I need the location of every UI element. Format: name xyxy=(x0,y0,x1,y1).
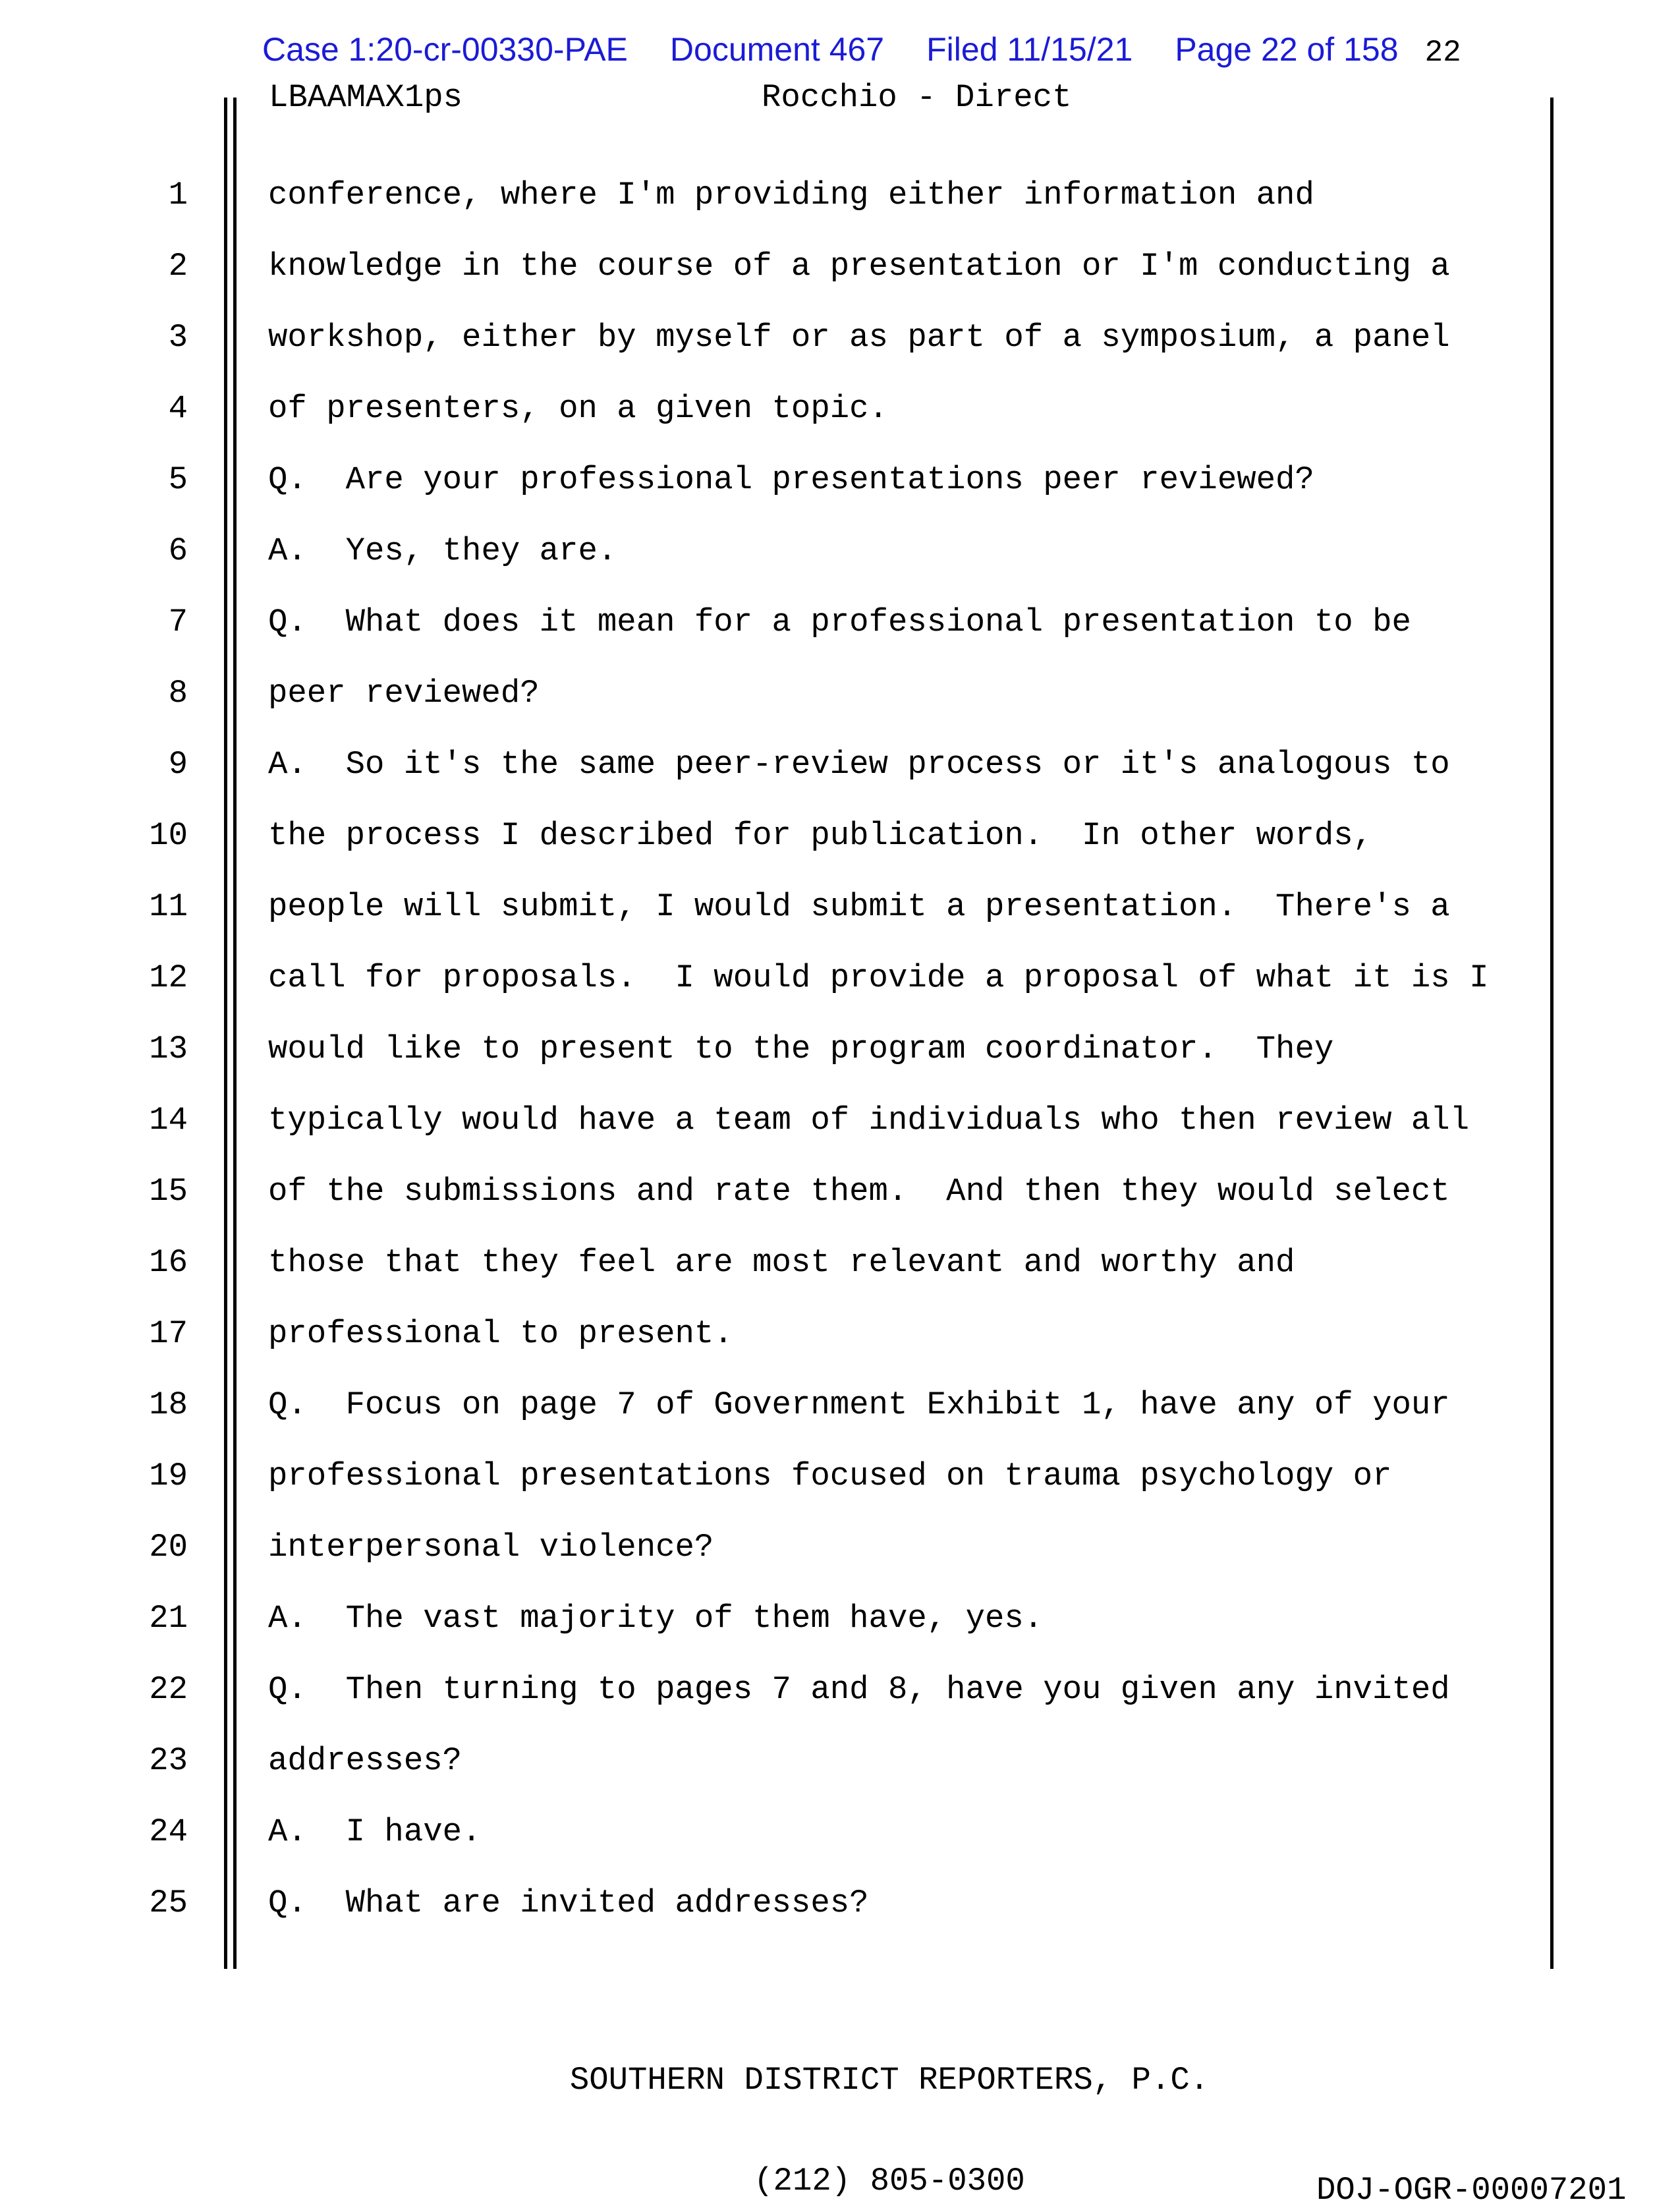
line-text: people will submit, I would submit a presentation. There's a xyxy=(268,888,1450,925)
transcript-line xyxy=(0,1173,1680,1247)
line-number: 1 xyxy=(168,177,188,213)
transcript-line xyxy=(0,888,1680,962)
line-text: peer reviewed? xyxy=(268,675,540,712)
transcript-line xyxy=(0,1033,1680,1104)
transcript-line xyxy=(0,1386,1680,1460)
transcript-line xyxy=(0,1671,1680,1745)
line-text: Q. Then turning to pages 7 and 8, have you given any invited xyxy=(268,1671,1450,1708)
line-text: of the submissions and rate them. And then they would select xyxy=(268,1173,1450,1210)
transcript-line xyxy=(0,1602,1680,1674)
transcript-line xyxy=(0,817,1680,891)
line-number: 19 xyxy=(149,1458,188,1494)
transcript-line xyxy=(0,1887,1680,1958)
line-number: 3 xyxy=(168,319,188,356)
transcript-line xyxy=(0,677,1680,749)
line-number: 23 xyxy=(149,1742,188,1779)
line-number: 25 xyxy=(149,1885,188,1921)
line-number: 9 xyxy=(168,746,188,783)
line-text: call for proposals. I would provide a proposal of what it is I xyxy=(268,959,1489,996)
line-number: 7 xyxy=(168,604,188,640)
line-text: professional presentations focused on trauma psychology or xyxy=(268,1458,1392,1494)
line-number: 12 xyxy=(149,959,188,996)
document-number: Document 467 xyxy=(669,31,885,68)
line-number: 14 xyxy=(149,1102,188,1139)
line-text: the process I described for publication. In other words, xyxy=(268,817,1373,854)
line-text: professional to present. xyxy=(268,1315,733,1352)
line-text: knowledge in the course of a presentation or I'm conducting a xyxy=(268,248,1450,285)
line-number: 22 xyxy=(149,1671,188,1708)
line-text: of presenters, on a given topic. xyxy=(268,390,888,427)
line-text: workshop, either by myself or as part of a symposium, a panel xyxy=(268,319,1450,356)
line-number: 15 xyxy=(149,1173,188,1210)
transcript-body xyxy=(0,179,1680,1958)
transcript-line xyxy=(0,179,1680,250)
line-number: 18 xyxy=(149,1386,188,1423)
transcript-line xyxy=(0,532,1680,606)
line-text: A. I have. xyxy=(268,1813,482,1850)
transcript-line xyxy=(0,606,1680,677)
line-text: A. So it's the same peer-review process or it's analogous to xyxy=(268,746,1450,783)
transcript-line xyxy=(0,1104,1680,1176)
line-number: 8 xyxy=(168,675,188,712)
transcript-line xyxy=(0,746,1680,820)
line-text: Q. Are your professional presentations peer reviewed? xyxy=(268,461,1314,498)
line-text: Q. What does it mean for a professional presentation to be xyxy=(268,604,1411,640)
transcript-line xyxy=(0,390,1680,464)
line-text: Q. Focus on page 7 of Government Exhibit 1, have any of your xyxy=(268,1386,1450,1423)
examination-title: Rocchio - Direct xyxy=(762,79,1072,116)
case-header-stamp xyxy=(262,33,1461,68)
line-number: 11 xyxy=(149,888,188,925)
transcript-line xyxy=(0,959,1680,1033)
line-text: conference, where I'm providing either information and xyxy=(268,177,1314,213)
case-number: Case 1:20-cr-00330-PAE xyxy=(262,31,628,68)
transcript-line xyxy=(0,1813,1680,1887)
line-number: 16 xyxy=(149,1244,188,1281)
transcript-line xyxy=(0,1460,1680,1531)
line-text: Q. What are invited addresses? xyxy=(268,1885,869,1921)
line-text: addresses? xyxy=(268,1742,462,1779)
line-number: 4 xyxy=(168,390,188,427)
transcript-line xyxy=(0,461,1680,535)
line-text: interpersonal violence? xyxy=(268,1529,714,1566)
line-text: would like to present to the program coordinator. They xyxy=(268,1031,1334,1067)
line-number: 5 xyxy=(168,461,188,498)
line-number: 2 xyxy=(168,248,188,285)
line-text: typically would have a team of individuals who then review all xyxy=(268,1102,1470,1139)
transcript-page-number: 22 xyxy=(1424,36,1461,70)
line-number: 21 xyxy=(149,1600,188,1637)
transcript-line xyxy=(0,1315,1680,1389)
line-text: A. The vast majority of them have, yes. xyxy=(268,1600,1044,1637)
reporter-name: SOUTHERN DISTRICT REPORTERS, P.C. xyxy=(569,2062,1210,2099)
filed-date: Filed 11/15/21 xyxy=(926,31,1133,68)
transcript-line xyxy=(0,1531,1680,1602)
session-id: LBAAMAX1ps xyxy=(269,79,463,116)
line-number: 17 xyxy=(149,1315,188,1352)
bates-number: DOJ-OGR-00007201 xyxy=(1316,2172,1627,2209)
transcript-line xyxy=(0,1244,1680,1318)
line-number: 6 xyxy=(168,532,188,569)
line-number: 13 xyxy=(149,1031,188,1067)
transcript-line xyxy=(0,1742,1680,1816)
page-of-total: Page 22 of 158 xyxy=(1175,31,1399,68)
line-number: 20 xyxy=(149,1529,188,1566)
line-text: A. Yes, they are. xyxy=(268,532,617,569)
transcript-line xyxy=(0,250,1680,322)
line-text: those that they feel are most relevant and worthy and xyxy=(268,1244,1295,1281)
line-number: 10 xyxy=(149,817,188,854)
reporter-phone: (212) 805-0300 xyxy=(754,2163,1025,2199)
transcript-line xyxy=(0,319,1680,393)
line-number: 24 xyxy=(149,1813,188,1850)
